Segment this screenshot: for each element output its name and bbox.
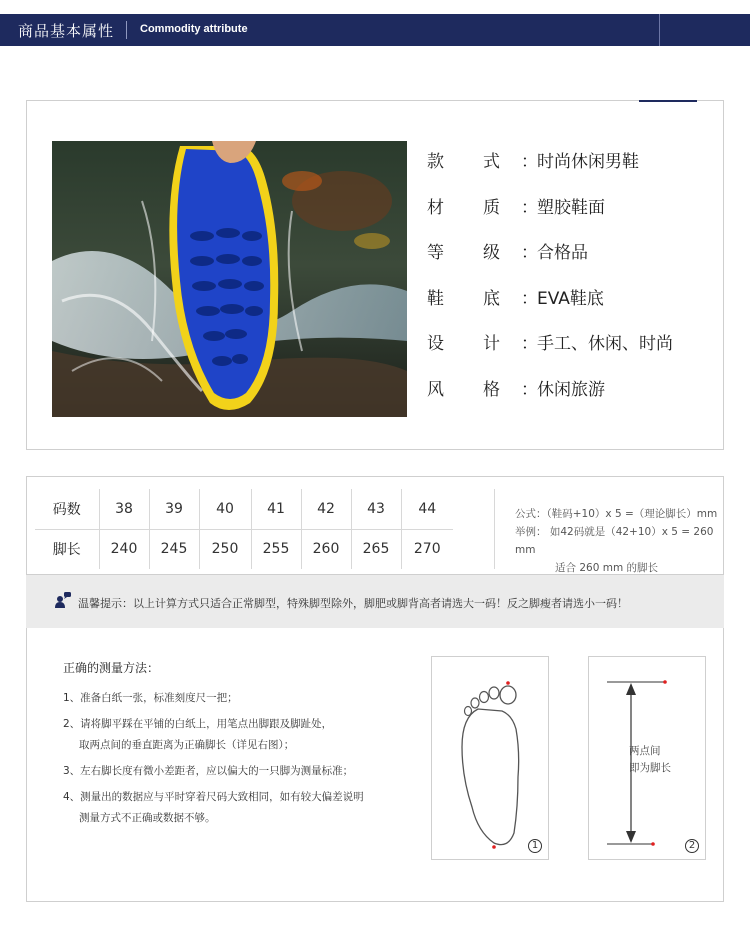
attr-colon: ：: [521, 197, 538, 218]
size-formula: [515, 505, 723, 577]
measure-step: 4、测量出的数据应与平时穿着尺码大致相同，如有较大偏差说明: [63, 791, 364, 803]
attr-key-1: 款: [427, 152, 444, 173]
attr-key-2: 式: [483, 152, 500, 173]
formula-result: 适合 260 mm 的脚长: [555, 562, 659, 574]
caption-line: 即为脚长: [629, 762, 671, 774]
attr-value: 塑胶鞋面: [537, 197, 605, 218]
size-table: [35, 489, 453, 569]
attribute-panel: [26, 100, 724, 450]
length-caption: [629, 743, 671, 777]
attr-colon: ：: [521, 334, 538, 355]
tip-text: 温馨提示：以上计算方式只适合正常脚型，特殊脚型除外，脚肥或脚背高者请选大一码！反之脚瘦者请选小一码！: [78, 597, 628, 610]
size-cell: 42: [301, 489, 351, 529]
attr-key-2: 计: [483, 334, 500, 355]
table-row: [35, 489, 453, 529]
attribute-list: [427, 137, 673, 410]
caption-line: 两点间: [629, 745, 661, 757]
table-row: [35, 529, 453, 569]
length-row-label: 脚长: [35, 529, 99, 569]
attr-value: EVA鞋底: [537, 288, 604, 309]
attr-key-2: 格: [483, 379, 500, 400]
size-cell: 39: [149, 489, 199, 529]
measure-step: 3、左右脚长度有微小差距者，应以偏大的一只脚为测量标准；: [63, 765, 354, 777]
attr-colon: ：: [521, 288, 538, 309]
person-speech-icon: [54, 591, 72, 613]
attr-row-sole: [427, 274, 673, 320]
size-cell: 44: [401, 489, 453, 529]
measure-title: 正确的测量方法：: [63, 661, 160, 675]
length-cell: 255: [251, 529, 301, 569]
attr-row-style: [427, 137, 673, 183]
formula-line: 公式：（鞋码+10）x 5 =（理论脚长）mm: [515, 508, 718, 520]
attr-key-2: 底: [483, 288, 500, 309]
attr-row-design: [427, 319, 673, 365]
attr-key-2: 质: [483, 197, 500, 218]
header-mark: [659, 14, 660, 46]
size-cell: 38: [99, 489, 149, 529]
header-title-en: Commodity attribute: [140, 23, 248, 35]
length-cell: 240: [99, 529, 149, 569]
attr-key-2: 级: [483, 243, 500, 264]
measure-section: [26, 628, 724, 902]
length-cell: 260: [301, 529, 351, 569]
attr-colon: ：: [521, 243, 538, 264]
measure-steps: [63, 688, 364, 829]
measure-step-cont: 测量方式不正确或数据不够。: [79, 812, 216, 824]
attr-value: 合格品: [537, 243, 588, 264]
shoe-image: [52, 141, 407, 417]
attr-key-1: 风: [427, 379, 444, 400]
size-cell: 41: [251, 489, 301, 529]
figure-number: 2: [685, 839, 699, 853]
measure-step: 1、准备白纸一张，标准刻度尺一把；: [63, 692, 238, 704]
attr-key-1: 材: [427, 197, 444, 218]
attr-row-material: [427, 183, 673, 229]
measure-step-cont: 取两点间的垂直距离为正确脚长（详见右图）；: [79, 739, 295, 751]
foot-figure: [431, 656, 549, 860]
product-photo: [52, 141, 407, 417]
section-header: [0, 14, 750, 46]
panel-accent: [639, 100, 697, 102]
size-chart: [26, 476, 724, 575]
attr-colon: ：: [521, 379, 538, 400]
attr-colon: ：: [521, 152, 538, 173]
attr-value: 手工、休闲、时尚: [537, 334, 673, 355]
foot-outline-icon: [432, 657, 550, 861]
figure-number: 1: [528, 839, 542, 853]
size-cell: 43: [351, 489, 401, 529]
size-divider: [494, 489, 495, 569]
header-title-zh: 商品基本属性: [18, 22, 115, 40]
attr-key-1: 鞋: [427, 288, 444, 309]
attr-row-genre: [427, 365, 673, 411]
length-cell: 245: [149, 529, 199, 569]
length-cell: 265: [351, 529, 401, 569]
attr-key-1: 设: [427, 334, 444, 355]
attr-value: 时尚休闲男鞋: [537, 152, 639, 173]
header-divider: [126, 21, 127, 39]
formula-example: 举例： 如42码就是（42+10）x 5 = 260 mm: [515, 526, 714, 556]
tip-bar: [26, 575, 724, 628]
attr-row-grade: [427, 228, 673, 274]
attr-value: 休闲旅游: [537, 379, 605, 400]
size-cell: 40: [199, 489, 251, 529]
size-row-label: 码数: [35, 489, 99, 529]
length-cell: 270: [413, 541, 441, 558]
length-figure: [588, 656, 706, 860]
length-cell: 250: [199, 529, 251, 569]
attr-key-1: 等: [427, 243, 444, 264]
measure-step: 2、请将脚平踩在平铺的白纸上，用笔点出脚跟及脚趾处，: [63, 718, 333, 730]
